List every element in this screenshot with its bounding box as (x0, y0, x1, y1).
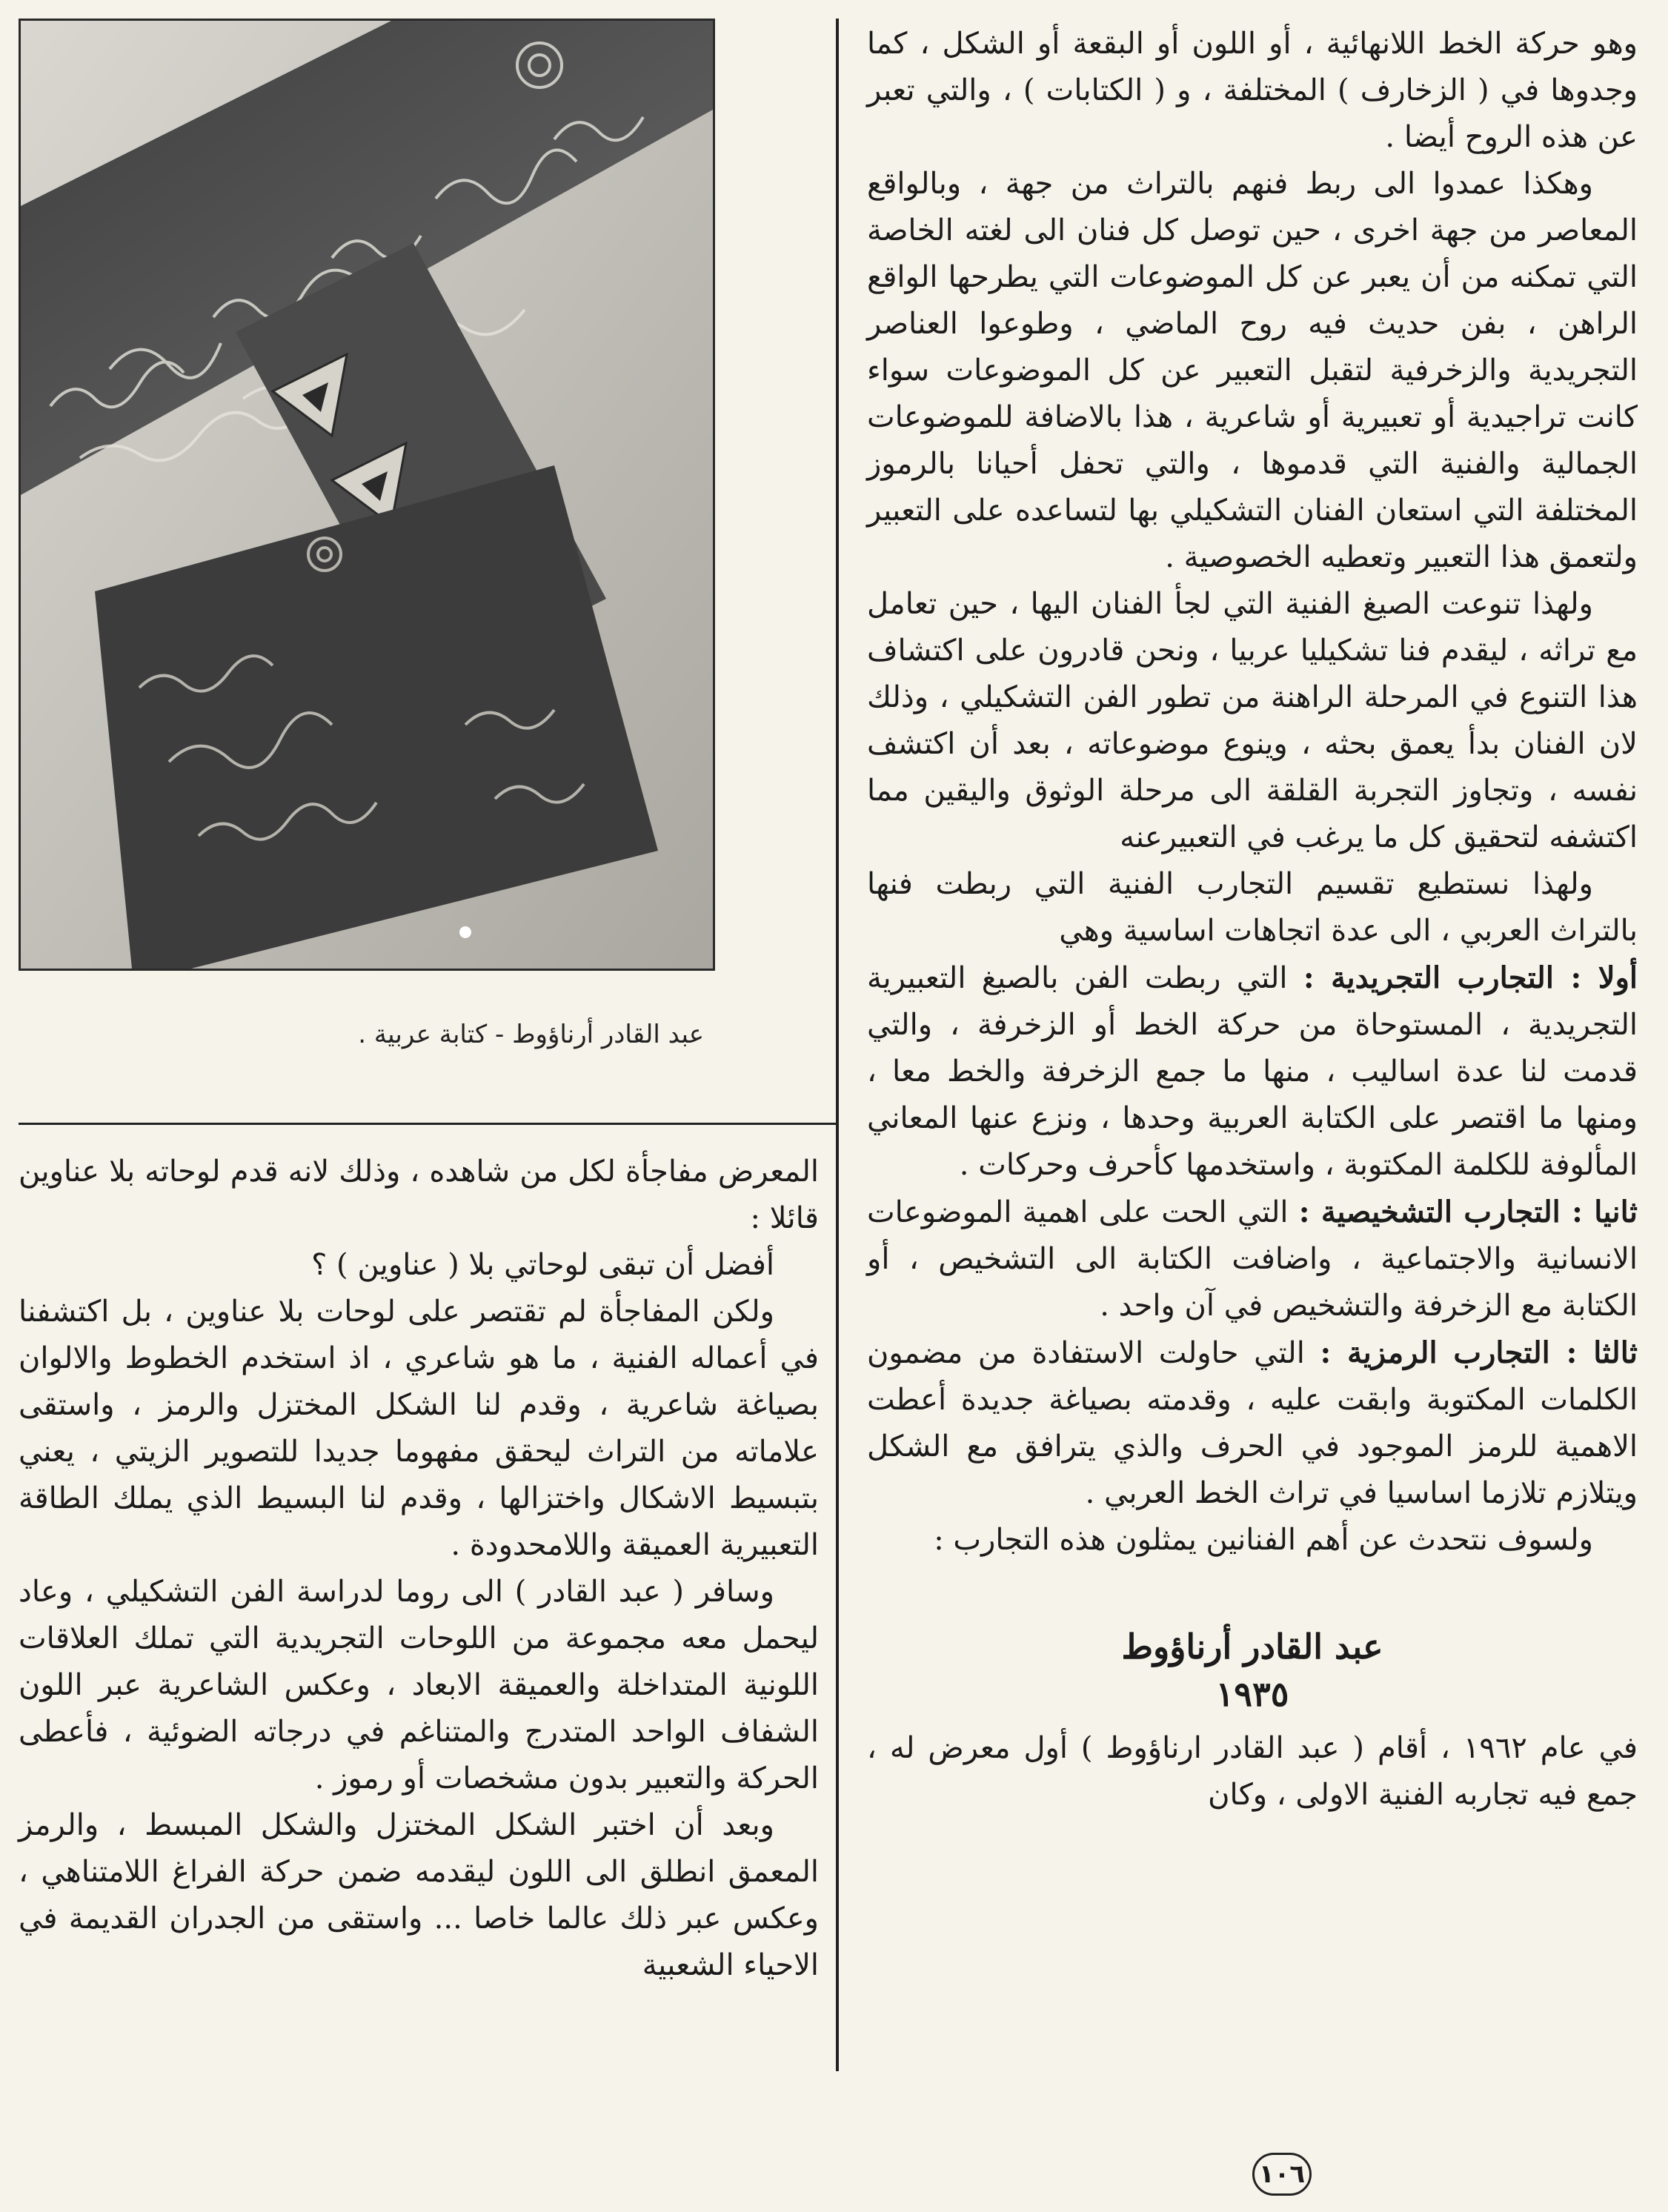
paragraph: وهكذا عمدوا الى ربط فنهم بالتراث من جهة ، وبالواقع المعاصر من جهة اخرى ، حين توصل كل فنان الى لغته الخاصة التي تمكنه من أن يعبر عن كل الموضوعات التي يطرحها الواقع الراهن ، بفن حديث فيه روح الماضي ، وطوعوا العناصر التجريدية والزخرفية لتقبل التعبير عن كل الموضوعات سواء كانت تراجيدية أو تعبيرية أو شاعرية ، هذا بالاضافة للموضوعات الجمالية والفنية التي قدموها ، والتي تحفل أحيانا بالرموز المختلفة التي استعان الفنان التشكيلي بها لتساعده على التعبير ولتعمق هذا التعبير وتعطيه الخصوصية . (867, 167, 1638, 574)
paragraph-first-trend (867, 954, 1638, 1189)
paragraph: وسافر ( عبد القادر ) الى روما لدراسة الفن التشكيلي ، وعاد ليحمل معه مجموعة من اللوحات التجريدية التي تملك العلاقات اللونية المتداخلة والعميقة الابعاد ، وعكس الشاعرية عبر اللون الشفاف الواحد المتدرج والمتناغم في درجاته الضوئية ، فأعطى الحركة والتعبير بدون مشخصات أو رموز . (19, 1575, 819, 1796)
artwork-photo (19, 19, 715, 971)
paragraph: ولسوف نتحدث عن أهم الفنانين يمثلون هذه التجارب : (934, 1523, 1593, 1557)
right-column (867, 21, 1638, 2133)
artist-heading (867, 1623, 1638, 1718)
column-divider (836, 19, 839, 2071)
third-trend-text: التي حاولت الاستفادة من مضمون الكلمات المكتوبة وابقت عليه ، وقدمته بصياغة جديدة أعطت الاهمية للرمز الموجود في الحرف والذي يترافق مع الشكل ويتلازم تلازما اساسيا في تراث الخط العربي . (867, 1336, 1638, 1510)
first-trend-text: التي ربطت الفن بالصيغ التعبيرية التجريدية ، المستوحاة من حركة الخط أو الزخرفة ، والتي قدمت لنا عدة اساليب ، منها ما جمع الزخرفة والخط معا ، ومنها ما اقتصر على الكتابة العربية وحدها ، ونزع عنها المعاني المألوفة للكلمة المكتوبة ، واستخدمها كأحرف وحركات . (867, 961, 1638, 1182)
left-column (19, 1149, 819, 2112)
artist-name: عبد القادر أرناؤوط (1121, 1627, 1383, 1667)
box-top-rule (19, 1123, 837, 1125)
page-number: ١٠٦ (1252, 2153, 1312, 2196)
third-trend-heading: ثالثا : التجارب الرمزية : (1320, 1335, 1638, 1370)
paragraph: ولهذا نستطيع تقسيم التجارب الفنية التي ربطت فنها بالتراث العربي ، الى عدة اتجاهات اساسية وهي (867, 867, 1638, 948)
photo-caption: عبد القادر أرناؤوط - كتابة عربية . (358, 1020, 704, 1049)
paragraph: ولكن المفاجأة لم تقتصر على لوحات بلا عناوين ، بل اكتشفنا في أعماله الفنية ، ما هو شاعري ، اذ استخدم الخطوط والالوان بصياغة شاعرية ، وقدم لنا الشكل المختزل والرمز ، واستقى علاماته من التراث ليحقق مفهوما جديدا للتصوير الزيتي ، يعني بتبسيط الاشكال واختزالها ، وقدم لنا البسيط الذي يملك الطاقة التعبيرية العميقة واللامحدودة . (19, 1295, 819, 1562)
first-trend-heading: أولا : التجارب التجريدية : (1303, 960, 1638, 995)
paragraph: المعرض مفاجأة لكل من شاهده ، وذلك لانه قدم لوحاته بلا عناوين قائلا : (19, 1155, 819, 1235)
second-trend-heading: ثانيا : التجارب التشخيصية : (1298, 1195, 1638, 1229)
paragraph-third-trend (867, 1329, 1638, 1517)
paragraph: وهو حركة الخط اللانهائية ، أو اللون أو البقعة أو الشكل ، كما وجدوها في ( الزخارف ) المختلفة ، و ( الكتابات ) ، والتي تعبر عن هذه الروح أيضا . (867, 27, 1638, 154)
paragraph-second-trend (867, 1189, 1638, 1329)
paragraph: وبعد أن اختبر الشكل المختزل والشكل المبسط ، والرمز المعمق انطلق الى اللون ليقدمه ضمن حركة الفراغ اللامتناهي ، وعكس عبر ذلك عالما خاصا ... واستقى من الجدران القديمة في الاحياء الشعبية (19, 1808, 819, 1982)
paragraph: ولهذا تنوعت الصيغ الفنية التي لجأ الفنان اليها ، حين تعامل مع تراثه ، ليقدم فنا تشكيليا عربيا ، ونحن قادرون على اكتشاف هذا التنوع في المرحلة الراهنة من تطور الفن التشكيلي ، وذلك لان الفنان بدأ يعمق بحثه ، وينوع موضوعاته ، بعد أن اكتشف نفسه ، وتجاوز التجربة القلقة الى مرحلة الوثوق واليقين مما اكتشفه لتحقيق كل ما يرغب في التعبيرعنه (867, 587, 1638, 854)
calligraphy-artwork-image (21, 21, 713, 969)
quote: أفضل أن تبقى لوحاتي بلا ( عناوين ) ؟ (311, 1248, 774, 1282)
artist-birth-year: ١٩٣٥ (1215, 1674, 1289, 1714)
second-trend-text: التي الحت على اهمية الموضوعات الانسانية والاجتماعية ، واضافت الكتابة الى التشخيص ، أو الكتابة مع الزخرفة والتشخيص في آن واحد . (867, 1195, 1638, 1323)
paragraph: في عام ١٩٦٢ ، أقام ( عبد القادر ارناؤوط ) أول معرض له ، جمع فيه تجاربه الفنية الاولى ، وكان (867, 1731, 1638, 1812)
